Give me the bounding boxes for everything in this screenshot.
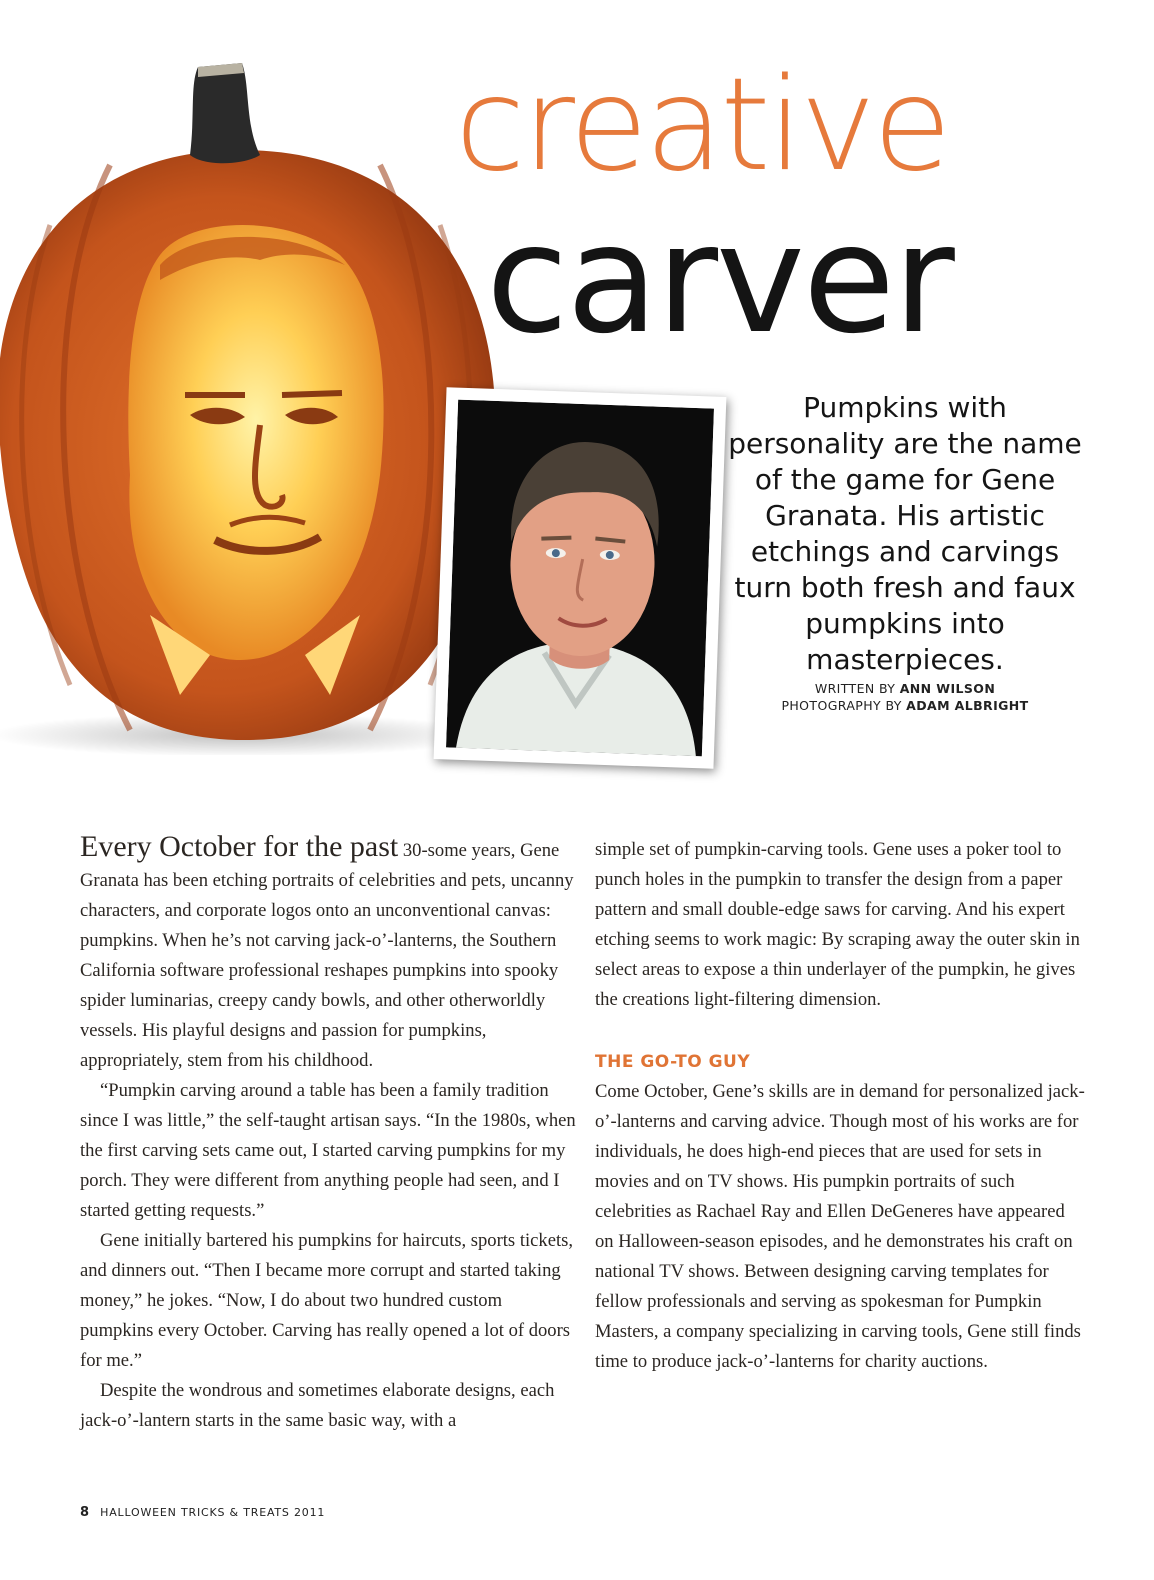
article-credits <box>745 680 1065 714</box>
title-creative: creative <box>455 51 949 200</box>
article-paragraph <box>80 832 576 1076</box>
writer-credit <box>745 680 1065 697</box>
publication-name: HALLOWEEN TRICKS & TREATS 2011 <box>100 1506 326 1519</box>
photographer-name: ADAM ALBRIGHT <box>906 698 1029 713</box>
article-paragraph-1-text: 30-some years, Gene Granata has been etching portraits of celebrities and pets, uncanny characters, and corporate logos onto an unconventional canvas: pumpkins. When he’s not carving jack-o’-lanterns, the Southern California software professional reshapes pumpkins into spooky spider luminarias, creepy candy bowls, and other otherworldly vessels. His playful designs and passion for pumpkins, appropriately, stem from his childhood. <box>80 840 574 1071</box>
article-deck: Pumpkins with personality are the name of the game for Gene Granata. His artistic etchings and carvings turn both fresh and faux pumpkins into masterpieces. <box>728 391 1082 676</box>
article-column-left <box>80 832 576 1436</box>
portrait-photo <box>434 387 727 769</box>
article-lead-in: Every October for the past <box>80 830 399 863</box>
page-number: 8 <box>80 1505 90 1520</box>
article-paragraph: simple set of pumpkin-carving tools. Gene uses a poker tool to punch holes in the pumpkin to transfer the design from a paper pattern and small double-edge saws for carving. And his expert etching seems to work magic: By scraping away the outer skin in select areas to expose a thin underlayer of the pumpkin, he gives the creations light-filtering dimension. <box>595 839 1080 1010</box>
photography-by-label: PHOTOGRAPHY BY <box>781 698 902 713</box>
article-paragraph: Come October, Gene’s skills are in demand for personalized jack-o’-lanterns and carving advice. Though most of his works are for individuals, he does high-end pieces that are used for sets in movies and on TV shows. His pumpkin portraits of such celebrities as Rachael Ray and Ellen DeGeneres have appeared on Halloween-season episodes, and he demonstrates his craft on national TV shows. Between designing carving templates for fellow professionals and serving as spokesman for Pumpkin Masters, a company specializing in carving tools, Gene still finds time to produce jack-o’-lanterns for charity auctions. <box>595 1081 1085 1372</box>
article-paragraph: Gene initially bartered his pumpkins for haircuts, sports tickets, and dinners out. “Then I became more corrupt and started taking money,” he jokes. “Now, I do about two hundred custom pumpkins every October. Carving has really opened a lot of doors for me.” <box>80 1230 574 1371</box>
page-footer <box>80 1505 325 1520</box>
article-paragraph: “Pumpkin carving around a table has been a family tradition since I was little,” the self-taught artisan says. “In the 1980s, when the first carving sets came out, I started carving pumpkins for my porch. They were different from anything people had seen, and I started getting requests.” <box>80 1080 576 1221</box>
section-subhead: THE GO-TO GUY <box>595 1052 751 1072</box>
article-column-right <box>595 835 1085 1377</box>
written-by-label: WRITTEN BY <box>814 681 896 696</box>
photographer-credit <box>745 697 1065 714</box>
title-carver: carver <box>486 193 953 367</box>
article-paragraph: Despite the wondrous and sometimes elaborate designs, each jack-o’-lantern starts in the same basic way, with a <box>80 1380 555 1431</box>
writer-name: ANN WILSON <box>899 681 996 696</box>
